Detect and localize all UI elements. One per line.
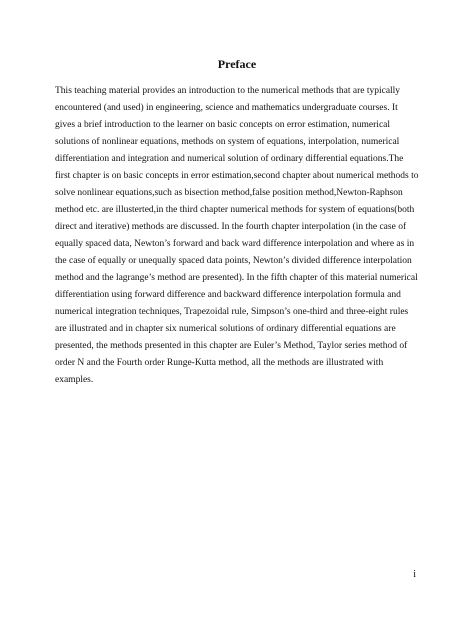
page-number: i <box>413 569 416 580</box>
page-title: Preface <box>217 57 257 71</box>
preface-paragraph: This teaching material provides an introduction to the numerical methods that are typically encountered (and used) in engineering, science and mathematics undergraduate courses. It gives a brief introduction to the learner on basic concepts on error estimation, numerical solutions of nonlinear equations, methods on system of equations, interpolation, numerical differentiation and integration and numerical solution of ordinary differential equations.The first chapter is on basic concepts in error estimation,second chapter about numerical methods to solve nonlinear equations,such as bisection method,false position method,Newton-Raphson method etc. are illusterted,in the third chapter numerical methods for system of equations(both direct and iterative) methods are discussed. In the fourth chapter interpolation (in the case of equally spaced data, Newton’s forward and back ward difference interpolation and where as in the case of equally or unequally spaced data points, Newton’s divided difference interpolation method and the lagrange’s method are presented). In the fifth chapter of this material numerical differentiation using forward difference and backward difference interpolation formula and numerical integration techniques, Trapezoidal rule, Simpson’s one-third and three-eight rules are illustrated and in chapter six numerical solutions of ordinary differential equations are presented, the methods presented in this chapter are Euler’s Method, Taylor series method of order N and the Fourth order Runge-Kutta method, all the methods are illustrated with examples. <box>55 86 419 385</box>
